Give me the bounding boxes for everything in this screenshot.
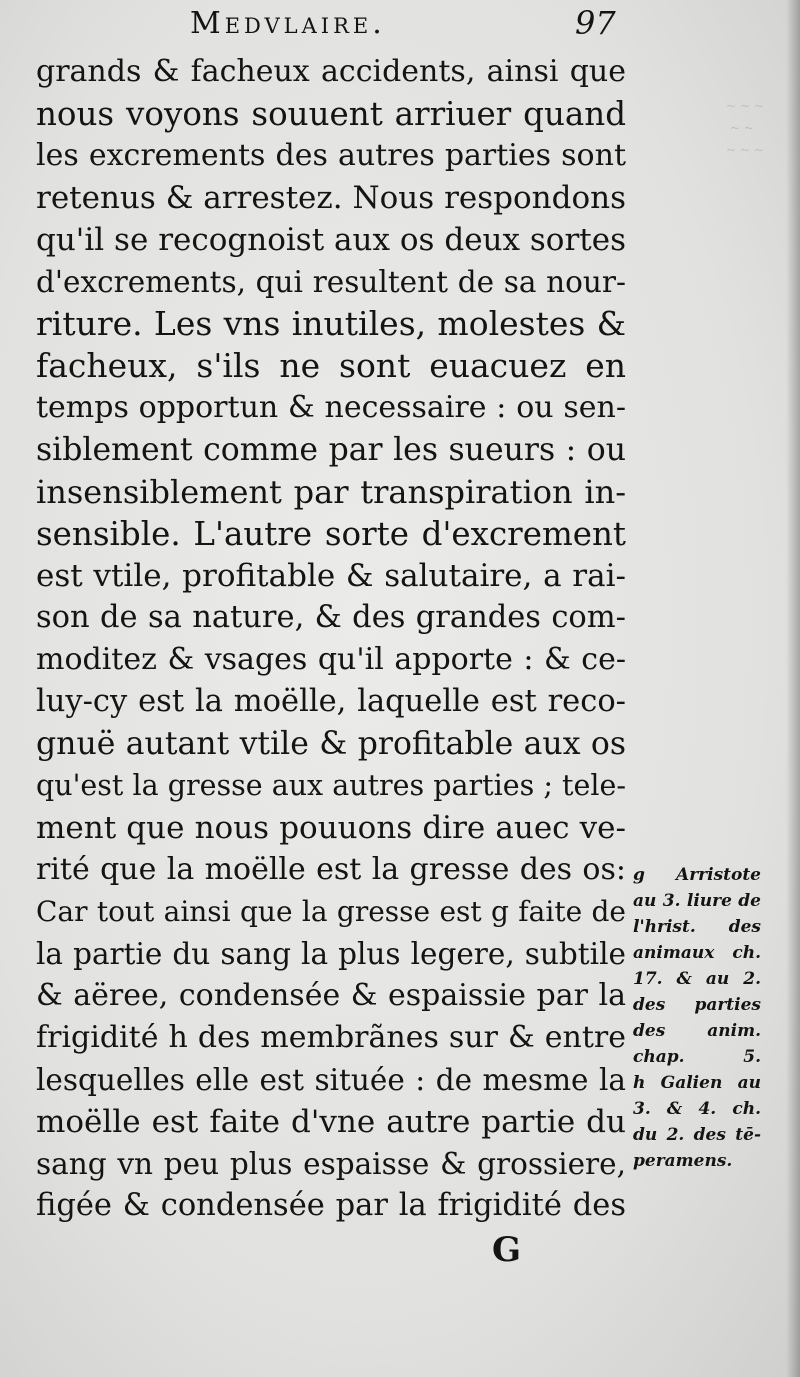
margin-note-line: l'hrist. des: [633, 917, 761, 937]
text-line: sang vn peu plus espaisse & grossiere,: [36, 1147, 626, 1181]
text-line: ment que nous pouuons dire auec ve-: [36, 810, 626, 846]
margin-note-line: au 3. liure de: [633, 891, 761, 911]
text-line: moëlle est faite d'vne autre partie du: [36, 1104, 626, 1140]
text-line: lesquelles elle est située : de mesme la: [36, 1063, 626, 1097]
margin-note-line: chap. 5.: [633, 1047, 761, 1067]
margin-note-line: du 2. des tē-: [633, 1125, 761, 1145]
text-line: & aëree, condensée & espaissie par la: [36, 978, 626, 1013]
text-line: siblement comme par les sueurs : ou: [36, 432, 626, 468]
text-line: frigidité h des membrãnes sur & entre: [36, 1020, 626, 1055]
margin-note-line: peramens.: [633, 1151, 733, 1171]
bleed-through-text: ~ ~ ~ ~ ~ ~ ~ ~: [726, 99, 764, 157]
text-line: figée & condensée par la frigidité des: [36, 1188, 626, 1223]
margin-note-line: des parties: [633, 995, 761, 1015]
text-line: sensible. L'autre sorte d'excrement: [36, 515, 626, 553]
text-line: est vtile, profitable & salutaire, a rai-: [36, 558, 626, 594]
text-line: insensiblement par transpiration in-: [36, 473, 626, 511]
text-line: retenus & arrestez. Nous respondons: [36, 180, 626, 216]
page-edge-shadow: [786, 0, 800, 1377]
page-number: 97: [575, 4, 616, 42]
text-line: gnuë autant vtile & profitable aux os: [36, 726, 626, 762]
signature-mark: G: [492, 1230, 522, 1270]
text-line: qu'il se recognoist aux os deux sortes: [36, 222, 626, 258]
text-line: d'excrements, qui resultent de sa nour-: [36, 265, 626, 299]
running-head: [0, 2, 800, 48]
text-line: facheux, s'ils ne sont euacuez en: [36, 346, 626, 385]
text-line: nous voyons souuent arriuer quand: [36, 95, 626, 133]
text-line: riture. Les vns inutiles, molestes &: [36, 304, 626, 343]
text-line: temps opportun & necessaire : ou sen-: [36, 390, 626, 425]
text-line: grands & facheux accidents, ainsi que: [36, 54, 626, 89]
text-line: la partie du sang la plus legere, subtile: [36, 937, 626, 971]
text-line: rité que la moëlle est la gresse des os:: [36, 852, 626, 887]
margin-note-line: 17. & au 2.: [633, 969, 761, 989]
margin-note-line: h Galien au: [633, 1073, 761, 1093]
text-line: Car tout ainsi que la gresse est g faite de: [36, 895, 626, 928]
running-title: Medvlaire.: [190, 6, 386, 41]
text-line: luy-cy est la moëlle, laquelle est reco-: [36, 684, 626, 719]
text-line: les excrements des autres parties sont: [36, 138, 626, 173]
margin-note-line: animaux ch.: [633, 943, 761, 963]
margin-note-line: 3. & 4. ch.: [633, 1099, 761, 1119]
margin-note-line: g Arristote: [633, 865, 761, 885]
margin-note-line: des anim.: [633, 1021, 761, 1041]
text-line: qu'est la gresse aux autres parties ; tele-: [36, 769, 626, 802]
text-line: son de sa nature, & des grandes com-: [36, 600, 626, 635]
text-line: moditez & vsages qu'il apporte : & ce-: [36, 642, 626, 677]
